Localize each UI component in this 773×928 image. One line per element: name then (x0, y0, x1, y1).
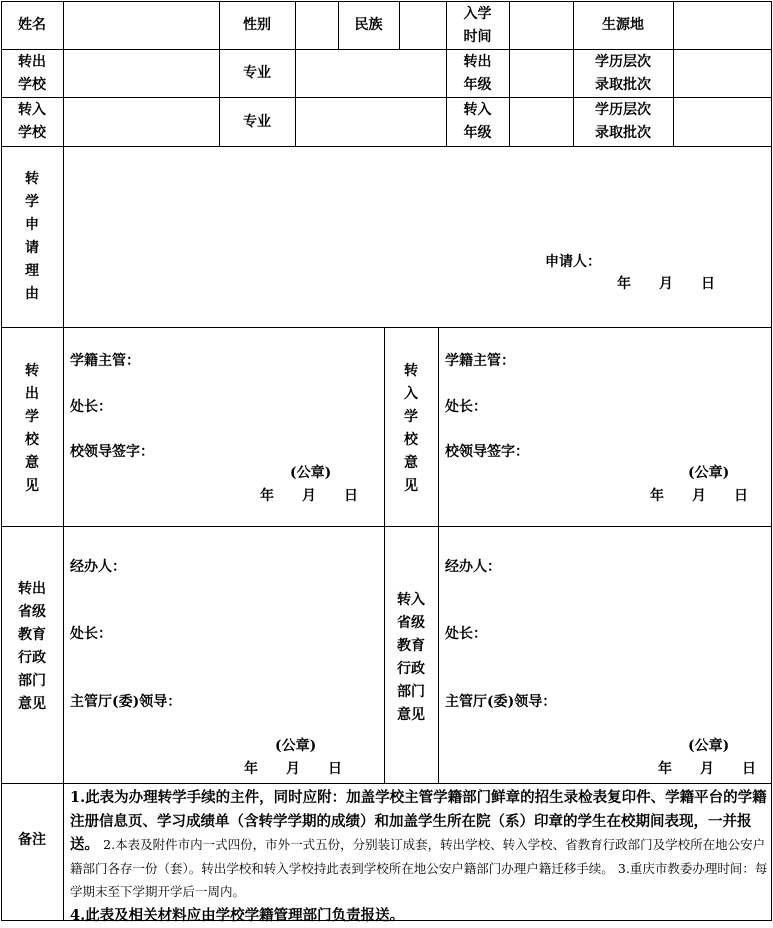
rule (63, 1, 64, 921)
batch-label: 录取批次 (595, 77, 651, 93)
rule (295, 1, 296, 147)
in-grade-label: 年级 (463, 125, 492, 141)
rule (399, 1, 400, 50)
director-label: 处长： (70, 626, 112, 642)
out-province-opinion-label: 转出 省级 教育 行政 部门 意见 (18, 581, 46, 712)
rule (1, 327, 772, 328)
remark-note-1: 1.此表为办理转学手续的主件，同时应附：加盖学校主管学籍部门鲜章的招生录检表复印件、学籍平台的学籍注册信息页、学习成绩单（含转学学期的成绩）和加盖学生所在院（系）印章的学生在校期间表现，一并报送。 (70, 789, 767, 853)
rule (673, 1, 674, 147)
leader-sign-label: 校领导签字： (445, 444, 529, 460)
rule (1, 146, 772, 147)
handler-label: 经办人： (445, 559, 501, 575)
opinion-date: 年 月 日 (260, 488, 358, 504)
dept-leader-label: 主管厅(委)领导： (70, 694, 182, 710)
rule (1, 49, 772, 50)
gender-label: 性别 (243, 17, 271, 33)
official-seal: (公章) (290, 465, 332, 481)
director-label: 处长： (70, 399, 112, 415)
in-grade-label: 转入 (463, 102, 492, 118)
rule (384, 327, 385, 783)
in-province-opinion-label: 转入 省级 教育 行政 部门 意见 (397, 592, 425, 723)
rule (1, 526, 772, 527)
rule (509, 1, 510, 147)
remark-note-3: 3.重庆市教委办理时间：每学期末至下学期开学后一周内。 (70, 860, 768, 899)
name-label: 姓名 (18, 17, 46, 33)
official-seal: (公章) (688, 738, 730, 754)
director-label: 处长： (445, 626, 487, 642)
in-school-label: 学校 (18, 125, 46, 141)
rule (1, 783, 772, 784)
official-seal: (公章) (688, 465, 730, 481)
out-school-label: 转出 (18, 54, 46, 70)
remark-note-2: 2.本表及附件市内一式四份，市外一式五份，分别装订成套，转出学校、转入学校、省教育行政部门及学校所在地公安户籍部门各存一份（套）。转出学校和转入学校持此表到学校所在地公安户籍部门办理户籍迁移手续。 (70, 837, 766, 876)
level-label: 学历层次 (595, 102, 651, 118)
major-label: 专业 (243, 114, 271, 130)
out-school-label: 学校 (18, 77, 46, 93)
reason-date: 年 月 日 (617, 276, 715, 292)
enroll-time-label: 时间 (463, 29, 492, 45)
applicant-label: 申请人： (545, 254, 601, 270)
opinion-date: 年 月 日 (650, 488, 748, 504)
registrar-label: 学籍主管： (70, 353, 140, 369)
rule (771, 1, 772, 921)
major-label: 专业 (243, 65, 271, 81)
rule (1, 97, 772, 98)
remarks-notes (70, 787, 770, 928)
out-school-opinion-label: 转 出 学 校 意 见 (25, 363, 39, 494)
reason-label: 转 学 申 请 理 由 (25, 171, 39, 302)
rule (1, 1, 772, 2)
leader-sign-label: 校领导签字： (70, 444, 154, 460)
enroll-time-label: 入学 (463, 6, 492, 22)
batch-label: 录取批次 (595, 125, 651, 141)
opinion-date: 年 月 日 (658, 761, 756, 777)
origin-label: 生源地 (602, 17, 644, 33)
dept-leader-label: 主管厅(委)领导： (445, 694, 557, 710)
in-school-label: 转入 (18, 102, 46, 118)
opinion-date: 年 月 日 (244, 761, 342, 777)
in-school-opinion-label: 转 入 学 校 意 见 (404, 363, 418, 494)
out-grade-label: 转出 (463, 54, 492, 70)
out-grade-label: 年级 (463, 77, 492, 93)
official-seal: (公章) (275, 738, 317, 754)
registrar-label: 学籍主管： (445, 353, 515, 369)
rule (438, 327, 439, 783)
remarks-label: 备注 (18, 832, 46, 848)
handler-label: 经办人： (70, 559, 126, 575)
remark-note-4: 4.此表及相关材料应由学校学籍管理部门负责报送。 (70, 906, 405, 924)
director-label: 处长： (445, 399, 487, 415)
ethnicity-label: 民族 (354, 17, 383, 33)
level-label: 学历层次 (595, 54, 651, 70)
